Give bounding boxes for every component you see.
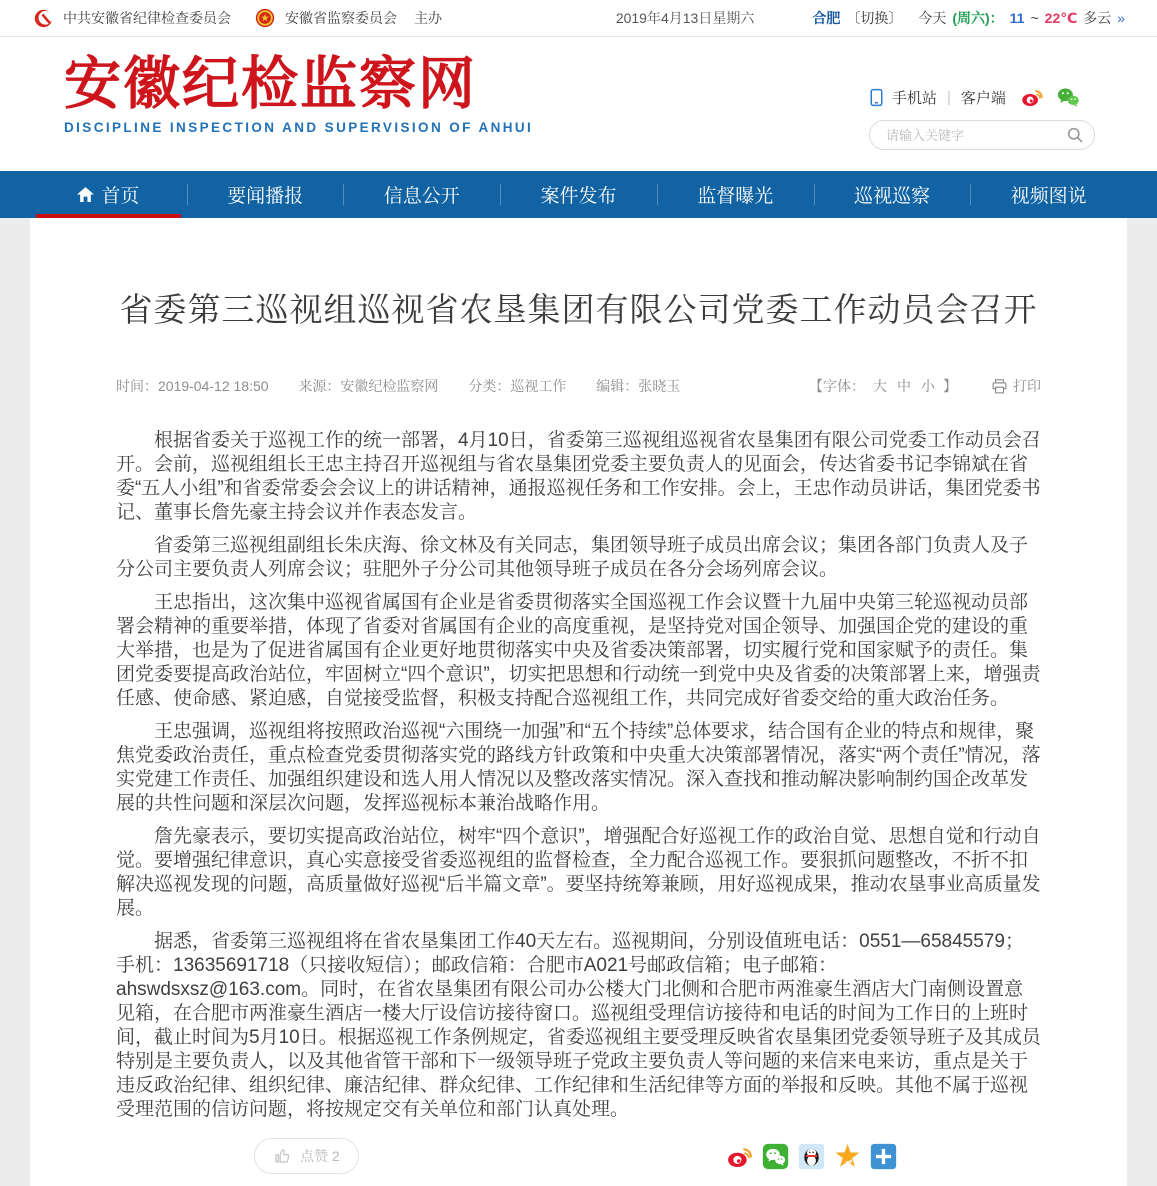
- font-size-large-button[interactable]: 大: [873, 378, 887, 394]
- font-size-medium-button[interactable]: 中: [897, 378, 911, 394]
- meta-category: 分类：巡视工作: [468, 378, 567, 394]
- home-icon: [77, 187, 94, 202]
- nav-label: 信息公开: [383, 186, 460, 207]
- nav-label: 巡视巡察: [853, 186, 930, 207]
- meta-editor: 编辑：张晓玉: [596, 378, 681, 394]
- wechat-icon[interactable]: [1056, 85, 1080, 109]
- search-icon[interactable]: [1066, 126, 1084, 144]
- like-label: 点赞 2: [300, 1148, 340, 1164]
- article-title: 省委第三巡视组巡视省农垦集团有限公司党委工作动员会召开: [119, 291, 1038, 328]
- site-header: [0, 37, 1157, 171]
- share-qq-icon[interactable]: [798, 1143, 825, 1170]
- thumb-up-icon: [273, 1147, 291, 1165]
- paragraph: 根据省委关于巡视工作的统一部署，4月10日，省委第三巡视组巡视省农垦集团有限公司党委工作动员会召开。会前，巡视组组长王忠主持召开巡视组与省农垦集团党委主要负责人的见面会，传达省委书记李锦斌在省委“五人小组”和省委常委会会议上的讲话精神，通报巡视任务和工作安排。会上，王忠作动员讲话，集团党委书记、董事长詹先豪主持会议并作表态发言。: [116, 430, 1041, 523]
- font-size-label-open: 【字体：: [809, 378, 865, 394]
- paragraph: 王忠强调，巡视组将按照政治巡视“六围绕一加强”和“五个持续”总体要求，结合国有企业的特点和规律，聚焦党委政治责任，重点检查党委贯彻落实党的路线方针政策和中央重大决策部署情况，落实“两个责任”情况，落实党建工作责任、加强组织建设和选人用人情况以及整改落实情况。深入查找和推动解决影响制约国企改革发展的共性问题和深层次问题，发挥巡视标本兼治战略作用。: [116, 721, 1041, 814]
- share-wechat-icon[interactable]: [762, 1143, 789, 1170]
- site-logo[interactable]: [64, 51, 533, 135]
- nav-item-video[interactable]: [970, 171, 1127, 218]
- paragraph: 王忠指出，这次集中巡视省属国有企业是省委贯彻落实全国巡视工作会议暨十九届中央第三轮巡视动员部署会精神的重要举措，体现了省委对省属国有企业的高度重视，是坚持党对国企领导、加强国企党的建设的重大举措，也是为了促进省属国有企业更好地贯彻落实中央及省委决策部署，切实履行党和国家赋予的责任。集团党委要提高政治站位，牢固树立“四个意识”，切实把思想和行动统一到党中央及省委的决策部署上来，增强责任感、使命感、紧迫感，自觉接受监督，积极支持配合巡视组工作，共同完成好省委交给的重大政治任务。: [116, 592, 1041, 709]
- nav-item-home[interactable]: [30, 171, 187, 218]
- meta-source: 来源：安徽纪检监察网: [298, 378, 439, 394]
- nav-item-inspection[interactable]: [814, 171, 971, 218]
- font-size-label-close: 】: [943, 378, 957, 394]
- national-emblem-icon: [254, 7, 276, 29]
- like-button[interactable]: [254, 1138, 359, 1174]
- org1-label[interactable]: 中共安徽省纪律检查委员会: [63, 10, 231, 26]
- printer-icon: [991, 378, 1008, 395]
- share-bar: [726, 1143, 897, 1170]
- org2-label[interactable]: 安徽省监察委员会: [285, 10, 397, 26]
- nav-label: 要闻播报: [227, 186, 304, 207]
- search-box[interactable]: [869, 120, 1095, 150]
- nav-label: 视频图说: [1010, 186, 1087, 207]
- main-nav: [0, 171, 1157, 218]
- temp-low: 11: [1009, 10, 1025, 26]
- weather-city[interactable]: 合肥: [812, 10, 841, 26]
- host-label: 主办: [414, 10, 442, 26]
- weather-desc: 多云: [1083, 10, 1112, 26]
- client-app-link[interactable]: 客户端: [960, 89, 1006, 107]
- article-footer: [116, 1138, 1041, 1174]
- article-body: [116, 429, 1041, 1122]
- nav-label: 监督曝光: [697, 186, 774, 207]
- temp-tilde: ~: [1030, 10, 1039, 26]
- nav-label: 首页: [101, 186, 140, 207]
- nav-label: 案件发布: [540, 186, 617, 207]
- mobile-site-link[interactable]: 手机站: [892, 89, 938, 107]
- nav-item-info[interactable]: [343, 171, 500, 218]
- city-switch-link[interactable]: 〔切换〕: [846, 10, 903, 26]
- paragraph: 据悉，省委第三巡视组将在省农垦集团工作40天左右。巡视期间，分别设值班电话：0551—65845579；手机：13635691718（只接收短信）；邮政信箱：合肥市A021号邮政信箱；电子邮箱：ahswdsxsz@163.com。同时，在省农垦集团有限公司办公楼大门北侧和合肥市两淮豪生酒店大门南侧设置意见箱，在合肥市两淮豪生酒店一楼大厅设信访接待窗口。巡视组受理信访接待和电话的时间为工作日的上班时间，截止时间为5月10日。根据巡视工作条例规定，省委巡视组主要受理反映省农垦集团党委领导班子及其成员特别是主要负责人，以及其他省管干部和下一级领导班子党政主要负责人等问题的来信来电来访，重点是关于违反政治纪律、组织纪律、廉洁纪律、群众纪律、工作纪律和生活纪律等方面的举报和反映。其他不属于巡视受理范围的信访问题，将按规定交有关单位和部门认真处理。: [116, 931, 1041, 1120]
- site-name: 安徽纪检监察网: [64, 50, 477, 117]
- weibo-icon[interactable]: [1020, 85, 1044, 109]
- temp-high: 22℃: [1044, 9, 1078, 26]
- nav-item-news[interactable]: [187, 171, 344, 218]
- share-qzone-icon[interactable]: [834, 1143, 861, 1170]
- print-button[interactable]: [991, 376, 1041, 396]
- site-subtitle: DISCIPLINE INSPECTION AND SUPERVISION OF ANHUI: [64, 120, 534, 135]
- weather-more-link[interactable]: »: [1117, 10, 1125, 26]
- share-more-icon[interactable]: [870, 1143, 897, 1170]
- article-meta: [116, 376, 1041, 396]
- search-input[interactable]: [884, 127, 1066, 144]
- party-emblem-icon: [32, 7, 54, 29]
- meta-time: 时间：2019-04-12 18:50: [116, 378, 269, 394]
- today-label: 今天: [918, 10, 947, 26]
- share-weibo-icon[interactable]: [726, 1143, 753, 1170]
- header-divider: |: [947, 88, 951, 106]
- nav-item-cases[interactable]: [500, 171, 657, 218]
- print-label: 打印: [1013, 378, 1041, 394]
- date-label: 2019年4月13日星期六: [615, 10, 755, 26]
- nav-item-supervision[interactable]: [657, 171, 814, 218]
- paragraph: 詹先豪表示，要切实提高政治站位，树牢“四个意识”，增强配合好巡视工作的政治自觉、思想自觉和行动自觉。要增强纪律意识，真心实意接受省委巡视组的监督检查，全力配合巡视工作。要狠抓问题整改，不折不扣解决巡视发现的问题，高质量做好巡视“后半篇文章”。要坚持统筹兼顾，用好巡视成果，推动农垦事业高质量发展。: [116, 826, 1041, 919]
- mobile-icon: [869, 87, 884, 108]
- article-container: [30, 218, 1127, 1186]
- weekday-label: (周六)：: [952, 10, 1004, 26]
- paragraph: 省委第三巡视组副组长朱庆海、徐文林及有关同志，集团领导班子成员出席会议；集团各部门负责人及子分公司主要负责人列席会议；驻肥外子分公司其他领导班子成员在各分会场列席会议。: [116, 535, 1029, 580]
- top-bar: [0, 0, 1157, 37]
- font-size-small-button[interactable]: 小: [921, 378, 935, 394]
